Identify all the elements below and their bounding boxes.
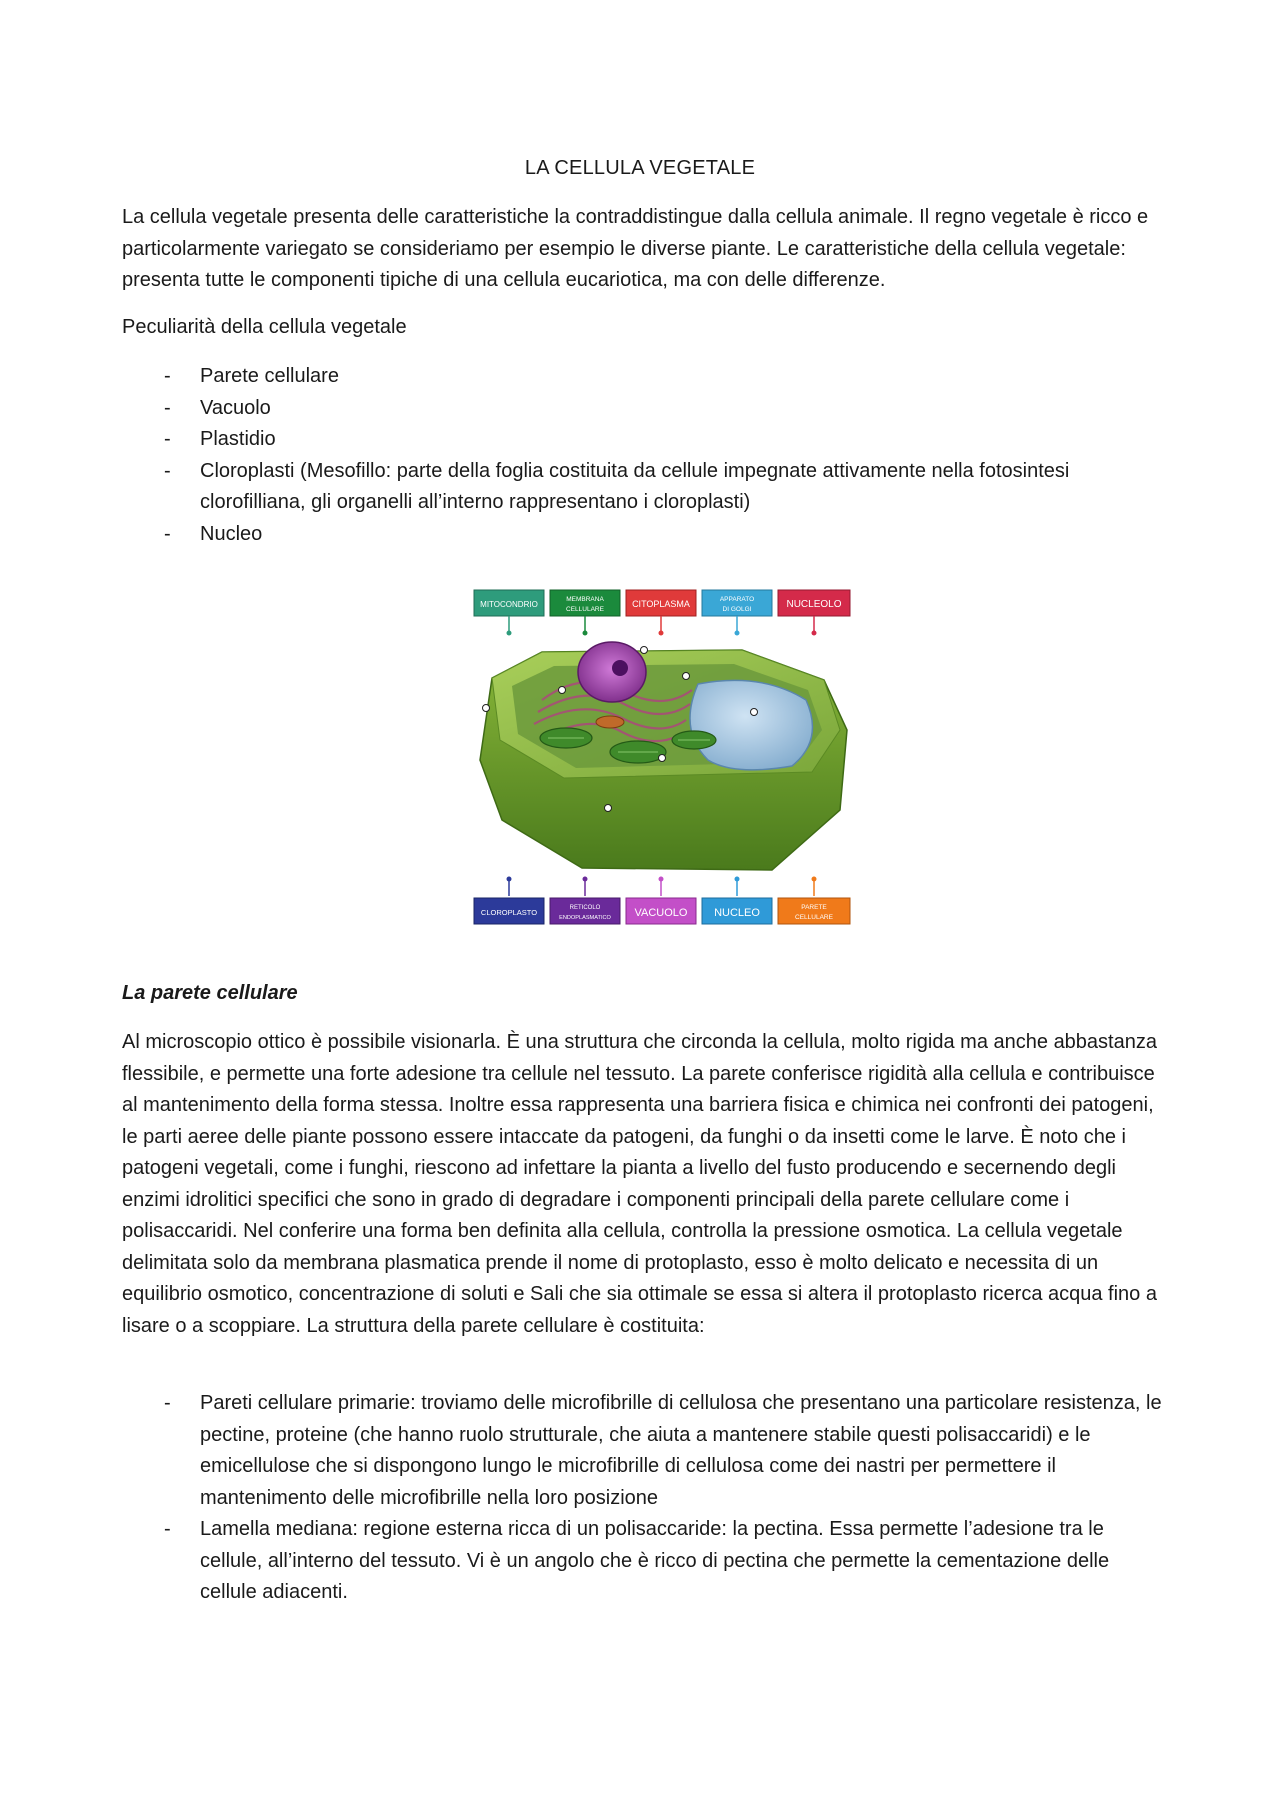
list-item-text: Cloroplasti (Mesofillo: parte della foglia costituita da cellule impegnate attivamente nella fotosintesi clorofilliana, gli organelli all’interno rappresentano i cloroplasti)	[200, 459, 1070, 513]
bullet-dash: -	[164, 396, 171, 419]
label-text: APPARATO	[719, 596, 755, 603]
label-text: ENDOPLASMATICO	[559, 915, 611, 921]
label-vacuolo	[626, 877, 696, 925]
top-labels	[474, 590, 850, 636]
section-heading: La parete cellulare	[122, 982, 298, 1004]
label-parete-cellulare	[778, 877, 850, 925]
label-membrana-cellulare	[550, 590, 620, 636]
nucleus-shape	[578, 642, 646, 702]
section-body-paragraph: Al microscopio ottico è possibile visionarla. È una struttura che circonda la cellula, molto rigida ma anche abbastanza flessibile, e permette una forte adesione tra cellule nel tessuto. La parete conferisce rigidità alla cellula e contribuisce al mantenimento della forma stessa. Inoltre essa rappresenta una barriera fisica e chimica nei confronti dei patogeni, le parti aeree delle piante possono essere intaccate da patogeni, da funghi o da insetti come le larve. È noto che i patogeni vegetali, come i funghi, riescono ad infettare la pianta a livello del fusto producendo e secernendo degli enzimi idrolitici specifici che sono in grado di degradare i componenti principali della parete cellulare come i polisaccaridi. Nel conferire una forma ben definita alla cellula, controlla la pressione osmotica. La cellula vegetale delimitata solo da membrana plasmatica prende il nome di protoplasto, esso è molto delicato e necessita di un equilibrio osmotico, concentrazione di soluti e Sali che sia ottimale se essa si altera il protoplasto ricerca acqua fino a lisare o a scoppiare. La struttura della parete cellulare è costituita:	[122, 1031, 1157, 1337]
list-item	[122, 361, 1162, 393]
bullet-dash: -	[164, 459, 171, 482]
list-item-text: Plastidio	[200, 428, 276, 450]
list-item	[122, 456, 1162, 519]
label-citoplasma	[626, 590, 696, 636]
bullet-dash: -	[164, 1392, 171, 1414]
mitochondrion-shape	[596, 716, 624, 728]
label-apparato-di-golgi	[702, 590, 772, 636]
label-text: VACUOLO	[634, 907, 688, 919]
cell-illustration	[480, 642, 847, 870]
label-reticolo-endoplasmatico	[550, 877, 620, 925]
list-item	[122, 1514, 1162, 1609]
list-item	[122, 519, 1162, 551]
list-item-text: Parete cellulare	[200, 365, 339, 387]
label-cloroplasto	[474, 877, 544, 925]
label-text: RETICOLO	[569, 905, 601, 911]
wall-structure-list	[122, 1388, 1162, 1609]
label-text: CLOROPLASTO	[480, 908, 538, 917]
intro-paragraph: La cellula vegetale presenta delle caratteristiche la contraddistingue dalla cellula animale. Il regno vegetale è ricco e particolarmente variegato se consideriamo per esempio le diverse piante. Le caratteristiche della cellula vegetale: presenta tutte le componenti tipiche di una cellula eucariotica, ma con delle differenze.	[122, 206, 1149, 291]
list-item	[122, 424, 1162, 456]
list-item	[122, 1388, 1162, 1514]
peculiarities-heading: Peculiarità della cellula vegetale	[122, 316, 407, 338]
vacuole-shape	[690, 680, 812, 769]
bullet-dash: -	[164, 1518, 171, 1540]
label-text: CELLULARE	[566, 606, 604, 613]
bullet-dash: -	[164, 365, 171, 387]
label-text: MEMBRANA	[566, 596, 604, 603]
list-item-text: Vacuolo	[200, 396, 271, 419]
bottom-labels	[474, 877, 850, 925]
list-item-text: Lamella mediana: regione esterna ricca di un polisaccaride: la pectina. Essa permette l’adesione tra le cellule, all’interno del tessuto. Vi è un angolo che è ricco di pectina che permette la cementazione delle cellule adiacenti.	[200, 1518, 1110, 1603]
label-text: PARETE	[801, 904, 827, 911]
label-text: DI GOLGI	[722, 606, 752, 613]
list-item-text: Pareti cellulare primarie: troviamo delle microfibrille di cellulosa che presentano una particolare resistenza, le pectine, proteine (che hanno ruolo strutturale, che aiuta a mantenere stabile questi polisaccaridi) e le emicellulose che si dispongono lungo le microfibrille di cellulosa come dei nastri per permettere il mantenimento delle microfibrille nella loro posizione	[200, 1392, 1162, 1509]
list-item	[122, 393, 1162, 425]
plant-cell-figure	[472, 580, 852, 940]
page-title: LA CELLULA VEGETALE	[524, 157, 756, 179]
peculiarities-list	[122, 361, 1162, 550]
label-mitocondrio	[474, 590, 544, 636]
label-text: NUCLEO	[714, 907, 760, 919]
label-nucleo	[702, 877, 772, 925]
label-text: CELLULARE	[795, 914, 833, 921]
nucleolus-shape	[612, 660, 628, 676]
bullet-dash: -	[164, 428, 171, 450]
bullet-dash: -	[164, 522, 171, 545]
label-text: NUCLEOLO	[786, 599, 842, 610]
label-text: MITOCONDRIO	[480, 600, 538, 609]
label-text: CITOPLASMA	[632, 599, 690, 609]
list-item-text: Nucleo	[200, 522, 263, 545]
label-nucleolo	[778, 590, 850, 636]
